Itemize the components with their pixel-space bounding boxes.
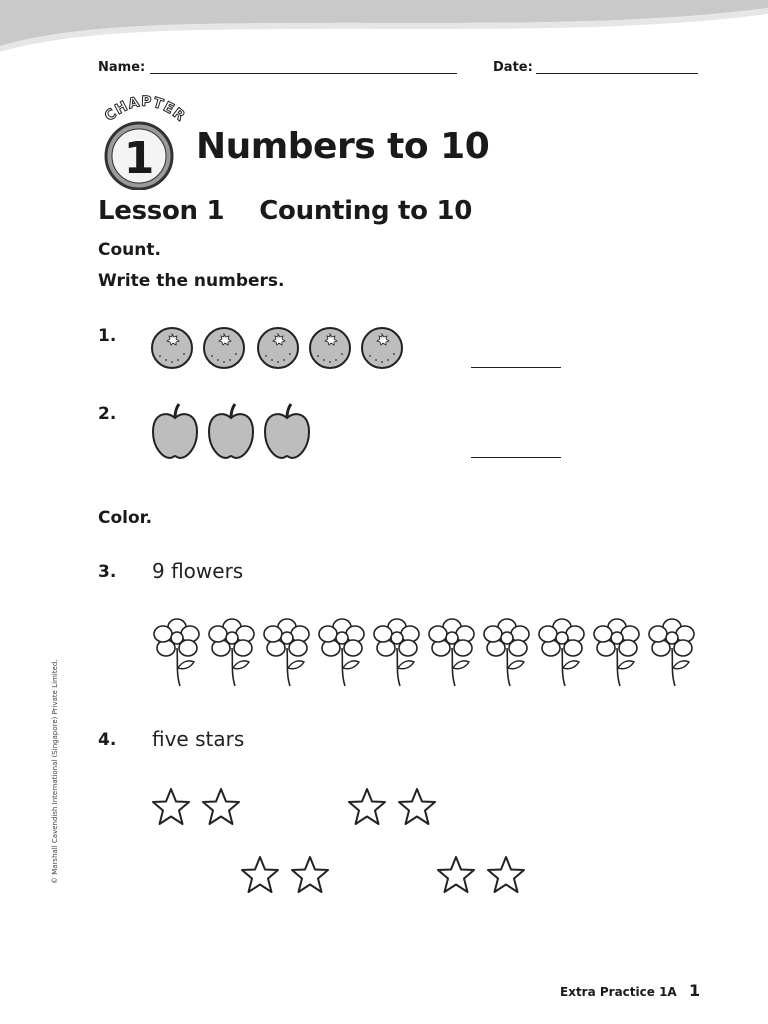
orange-icon [360, 326, 404, 370]
apple-row [150, 402, 318, 460]
flower-icon[interactable] [535, 616, 590, 688]
flower-row [150, 616, 700, 688]
question-1-number: 1. [98, 326, 117, 346]
orange-icon [150, 326, 194, 370]
copyright-text: © Marshall Cavendish International (Singapore) Private Limited. [51, 659, 59, 884]
orange-icon [202, 326, 246, 370]
question-4-number: 4. [98, 730, 117, 750]
date-field[interactable] [536, 73, 698, 74]
footer-label: Extra Practice 1A [560, 985, 677, 999]
flower-icon[interactable] [480, 616, 535, 688]
flower-icon[interactable] [150, 616, 205, 688]
star-icon[interactable] [151, 787, 191, 827]
orange-icon [308, 326, 352, 370]
name-label: Name: [98, 60, 146, 75]
instruction-color: Color. [98, 508, 153, 528]
apple-icon [150, 402, 200, 460]
question-3-number: 3. [98, 562, 117, 582]
instruction-count: Count. [98, 240, 161, 260]
flower-icon[interactable] [315, 616, 370, 688]
chapter-badge [97, 118, 181, 190]
flower-icon[interactable] [590, 616, 645, 688]
page-number: 1 [689, 981, 701, 1000]
flower-icon[interactable] [205, 616, 260, 688]
apple-icon [206, 402, 256, 460]
flower-icon[interactable] [425, 616, 480, 688]
apple-icon [262, 402, 312, 460]
star-icon[interactable] [347, 787, 387, 827]
answer-line-2[interactable] [471, 457, 561, 458]
star-icon[interactable] [290, 855, 330, 895]
top-banner [0, 0, 768, 60]
star-icon[interactable] [240, 855, 280, 895]
lesson-title: Lesson 1 Counting to 10 [98, 196, 473, 226]
chapter-number: 1 [123, 133, 155, 184]
instruction-write: Write the numbers. [98, 271, 285, 291]
question-3-text: 9 flowers [152, 559, 244, 583]
answer-line-1[interactable] [471, 367, 561, 368]
question-4-text: five stars [152, 727, 245, 751]
flower-icon[interactable] [370, 616, 425, 688]
star-icon[interactable] [201, 787, 241, 827]
star-icon[interactable] [486, 855, 526, 895]
orange-icon [256, 326, 300, 370]
orange-row [150, 326, 412, 370]
chapter-word: CHAPTER [101, 93, 189, 126]
name-field[interactable] [150, 73, 457, 74]
date-label: Date: [493, 60, 533, 75]
star-icon[interactable] [397, 787, 437, 827]
chapter-title: Numbers to 10 [196, 126, 490, 167]
star-icon[interactable] [436, 855, 476, 895]
question-2-number: 2. [98, 404, 117, 424]
flower-icon[interactable] [645, 616, 700, 688]
flower-icon[interactable] [260, 616, 315, 688]
